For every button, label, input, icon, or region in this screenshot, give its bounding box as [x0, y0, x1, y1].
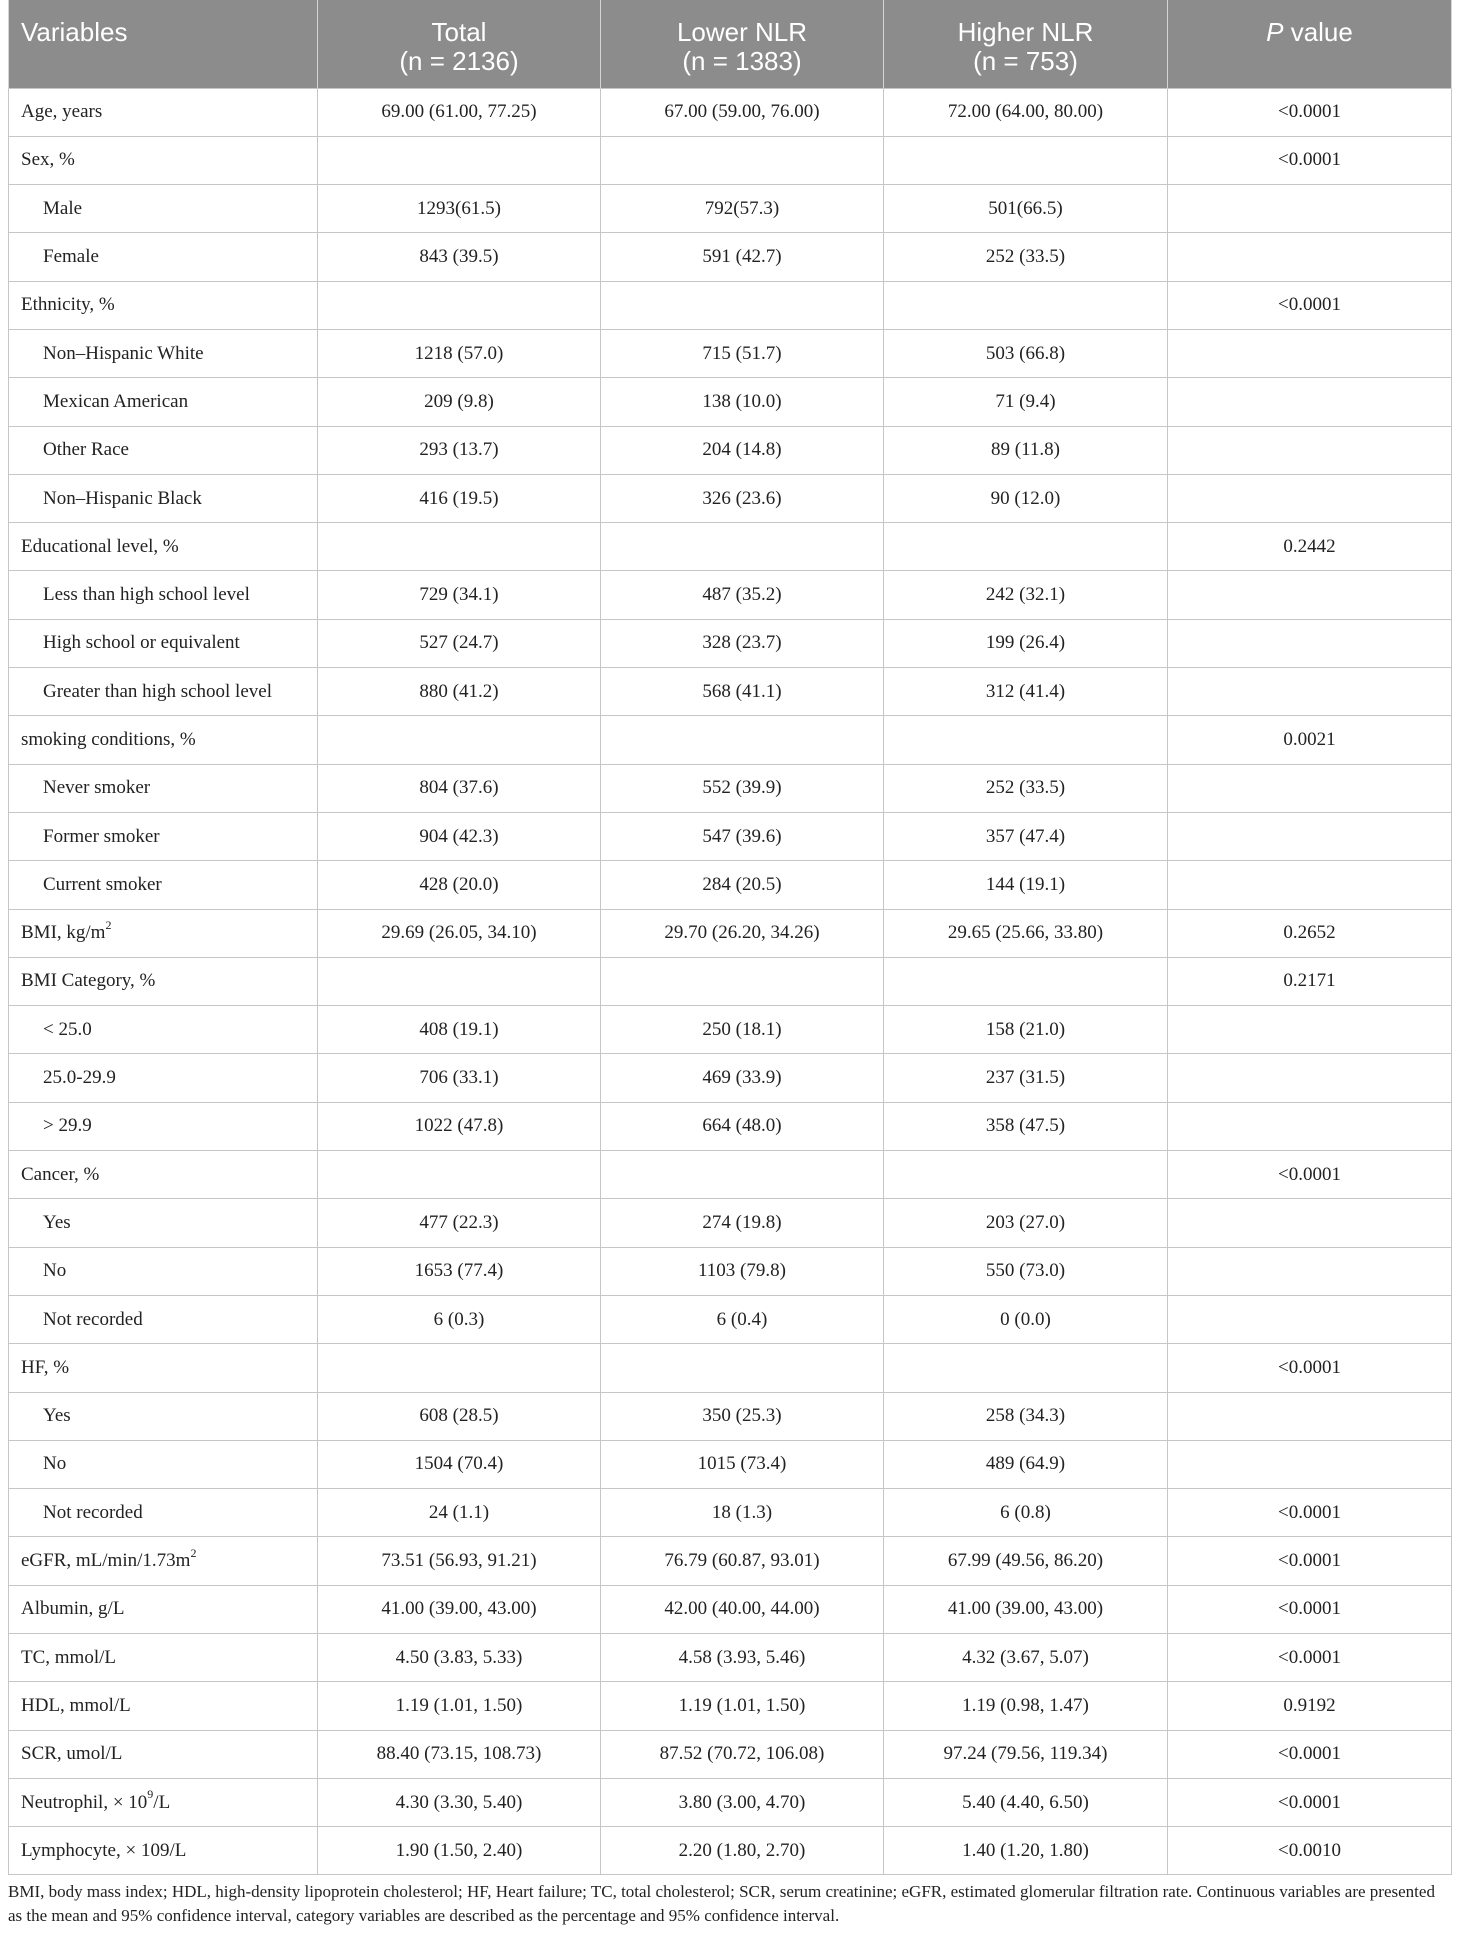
cell-total [318, 523, 601, 571]
cell-total [318, 1344, 601, 1392]
cell-variable [9, 523, 318, 571]
cell-total: 804 (37.6) [318, 764, 601, 812]
table-row [9, 136, 1452, 184]
cell-lower-nlr: 4.58 (3.93, 5.46) [601, 1634, 884, 1682]
cell-higher-nlr [884, 716, 1168, 764]
table-row [9, 1778, 1452, 1826]
cell-total [318, 281, 601, 329]
cell-p-value: <0.0001 [1168, 1585, 1452, 1633]
cell-variable [9, 1827, 318, 1875]
table-row [9, 474, 1452, 522]
cell-p-value: <0.0001 [1168, 88, 1452, 136]
cell-variable [9, 1199, 318, 1247]
cell-total: 293 (13.7) [318, 426, 601, 474]
variable-label: SCR, umol/L [21, 1743, 123, 1765]
table-row [9, 957, 1452, 1005]
cell-variable [9, 957, 318, 1005]
variable-label: Other Race [43, 439, 129, 461]
cell-higher-nlr: 67.99 (49.56, 86.20) [884, 1537, 1168, 1585]
table-row [9, 1827, 1452, 1875]
cell-p-value [1168, 233, 1452, 281]
table-row [9, 1295, 1452, 1343]
cell-variable [9, 619, 318, 667]
cell-lower-nlr: 664 (48.0) [601, 1102, 884, 1150]
cell-total: 4.50 (3.83, 5.33) [318, 1634, 601, 1682]
cell-p-value: 0.9192 [1168, 1682, 1452, 1730]
variable-suffix: /L [153, 1791, 171, 1813]
cell-higher-nlr: 5.40 (4.40, 6.50) [884, 1778, 1168, 1826]
variable-label: Age, years [21, 101, 103, 123]
cell-variable [9, 668, 318, 716]
cell-variable [9, 812, 318, 860]
cell-lower-nlr: 3.80 (3.00, 4.70) [601, 1778, 884, 1826]
cell-variable [9, 474, 318, 522]
variable-label: HDL, mmol/L [21, 1694, 131, 1716]
cell-total: 1504 (70.4) [318, 1440, 601, 1488]
header-total [318, 0, 601, 88]
cell-higher-nlr: 550 (73.0) [884, 1247, 1168, 1295]
variable-label: Albumin, g/L [21, 1598, 125, 1620]
cell-lower-nlr: 1103 (79.8) [601, 1247, 884, 1295]
variable-label: Educational level, % [21, 535, 179, 557]
cell-total: 843 (39.5) [318, 233, 601, 281]
cell-higher-nlr: 144 (19.1) [884, 861, 1168, 909]
cell-variable [9, 1344, 318, 1392]
cell-higher-nlr: 252 (33.5) [884, 764, 1168, 812]
variable-label: Ethnicity, % [21, 294, 115, 316]
variable-label: Male [43, 197, 83, 219]
cell-total [318, 136, 601, 184]
cell-variable [9, 861, 318, 909]
cell-lower-nlr: 328 (23.7) [601, 619, 884, 667]
cell-lower-nlr: 1.19 (1.01, 1.50) [601, 1682, 884, 1730]
variable-label: Yes [43, 1211, 71, 1233]
cell-lower-nlr: 326 (23.6) [601, 474, 884, 522]
variable-label: Non–Hispanic Black [43, 487, 202, 509]
variable-label: Lymphocyte, × 109/L [21, 1839, 187, 1861]
cell-higher-nlr: 489 (64.9) [884, 1440, 1168, 1488]
cell-lower-nlr: 29.70 (26.20, 34.26) [601, 909, 884, 957]
cell-total: 1218 (57.0) [318, 329, 601, 377]
table-row [9, 1054, 1452, 1102]
table-row [9, 185, 1452, 233]
cell-lower-nlr: 138 (10.0) [601, 378, 884, 426]
cell-higher-nlr: 90 (12.0) [884, 474, 1168, 522]
header-lower-label: Lower NLR [676, 17, 808, 47]
variable-label: Neutrophil, × 10 [21, 1791, 148, 1813]
cell-p-value: <0.0001 [1168, 136, 1452, 184]
cell-variable [9, 281, 318, 329]
cell-total: 69.00 (61.00, 77.25) [318, 88, 601, 136]
cell-p-value [1168, 1440, 1452, 1488]
cell-p-value: <0.0010 [1168, 1827, 1452, 1875]
table-row [9, 1199, 1452, 1247]
table-row [9, 523, 1452, 571]
variable-superscript: 9 [147, 1787, 154, 1802]
cell-p-value: 0.2652 [1168, 909, 1452, 957]
cell-higher-nlr: 237 (31.5) [884, 1054, 1168, 1102]
cell-lower-nlr: 6 (0.4) [601, 1295, 884, 1343]
variable-label: Female [43, 246, 99, 268]
cell-lower-nlr [601, 136, 884, 184]
variable-label: 25.0-29.9 [43, 1067, 116, 1089]
variable-label: Greater than high school level [43, 680, 272, 702]
table-row [9, 1440, 1452, 1488]
variable-label: Not recorded [43, 1501, 143, 1523]
cell-higher-nlr [884, 523, 1168, 571]
cell-p-value [1168, 185, 1452, 233]
cell-total: 1022 (47.8) [318, 1102, 601, 1150]
variable-label: smoking conditions, % [21, 729, 196, 750]
variable-label: No [43, 1260, 67, 1282]
variable-label: Never smoker [43, 777, 151, 799]
cell-variable [9, 1682, 318, 1730]
variable-label: Yes [43, 1405, 71, 1427]
cell-higher-nlr: 358 (47.5) [884, 1102, 1168, 1150]
cell-p-value [1168, 378, 1452, 426]
cell-higher-nlr [884, 1344, 1168, 1392]
cell-variable [9, 88, 318, 136]
cell-higher-nlr: 503 (66.8) [884, 329, 1168, 377]
cell-p-value: 0.0021 [1168, 716, 1452, 764]
table-row [9, 88, 1452, 136]
cell-higher-nlr: 242 (32.1) [884, 571, 1168, 619]
cell-higher-nlr: 203 (27.0) [884, 1199, 1168, 1247]
cell-lower-nlr: 1015 (73.4) [601, 1440, 884, 1488]
cell-total: 4.30 (3.30, 5.40) [318, 1778, 601, 1826]
cell-total: 527 (24.7) [318, 619, 601, 667]
cell-lower-nlr: 76.79 (60.87, 93.01) [601, 1537, 884, 1585]
cell-total: 608 (28.5) [318, 1392, 601, 1440]
table-row [9, 281, 1452, 329]
table-row [9, 716, 1452, 764]
cell-variable [9, 329, 318, 377]
table-row [9, 426, 1452, 474]
cell-lower-nlr: 87.52 (70.72, 106.08) [601, 1730, 884, 1778]
cell-lower-nlr: 547 (39.6) [601, 812, 884, 860]
variable-superscript: 2 [190, 1545, 197, 1560]
cell-p-value [1168, 426, 1452, 474]
cell-p-value [1168, 812, 1452, 860]
cell-higher-nlr: 312 (41.4) [884, 668, 1168, 716]
cell-higher-nlr [884, 957, 1168, 1005]
cell-p-value [1168, 668, 1452, 716]
cell-lower-nlr: 715 (51.7) [601, 329, 884, 377]
cell-higher-nlr: 6 (0.8) [884, 1489, 1168, 1537]
cell-variable [9, 1730, 318, 1778]
table-row [9, 1634, 1452, 1682]
cell-p-value: 0.2171 [1168, 957, 1452, 1005]
cell-variable [9, 1247, 318, 1295]
cell-p-value [1168, 1247, 1452, 1295]
cell-variable [9, 909, 318, 957]
cell-total: 904 (42.3) [318, 812, 601, 860]
cell-higher-nlr [884, 281, 1168, 329]
cell-variable [9, 1585, 318, 1633]
cell-total: 477 (22.3) [318, 1199, 601, 1247]
cell-higher-nlr: 89 (11.8) [884, 426, 1168, 474]
cell-variable [9, 426, 318, 474]
table-row [9, 1392, 1452, 1440]
cell-lower-nlr: 284 (20.5) [601, 861, 884, 909]
table-row [9, 1537, 1452, 1585]
cell-variable [9, 1392, 318, 1440]
variable-label: Mexican American [43, 390, 189, 412]
cell-total: 6 (0.3) [318, 1295, 601, 1343]
cell-p-value [1168, 1102, 1452, 1150]
cell-higher-nlr: 4.32 (3.67, 5.07) [884, 1634, 1168, 1682]
cell-p-value: <0.0001 [1168, 281, 1452, 329]
header-total-n: (n = 2136) [399, 46, 519, 76]
cell-p-value: <0.0001 [1168, 1634, 1452, 1682]
variable-label: No [43, 1453, 67, 1475]
variable-label: Non–Hispanic White [43, 342, 204, 364]
cell-p-value: <0.0001 [1168, 1151, 1452, 1199]
cell-total: 1653 (77.4) [318, 1247, 601, 1295]
header-p-rest: value [1283, 17, 1353, 47]
cell-lower-nlr: 274 (19.8) [601, 1199, 884, 1247]
table-row [9, 378, 1452, 426]
variable-label: BMI, kg/m [21, 922, 106, 944]
cell-p-value [1168, 861, 1452, 909]
cell-total: 880 (41.2) [318, 668, 601, 716]
variable-label: HF, % [21, 1356, 70, 1378]
cell-total: 1.19 (1.01, 1.50) [318, 1682, 601, 1730]
cell-p-value [1168, 1199, 1452, 1247]
variable-superscript: 2 [105, 917, 112, 932]
variable-label: Less than high school level [43, 584, 250, 606]
cell-variable [9, 764, 318, 812]
cell-total: 706 (33.1) [318, 1054, 601, 1102]
cell-higher-nlr: 1.19 (0.98, 1.47) [884, 1682, 1168, 1730]
variable-label: TC, mmol/L [21, 1646, 116, 1668]
cell-lower-nlr: 67.00 (59.00, 76.00) [601, 88, 884, 136]
cell-p-value: <0.0001 [1168, 1344, 1452, 1392]
cell-higher-nlr: 357 (47.4) [884, 812, 1168, 860]
cell-lower-nlr: 204 (14.8) [601, 426, 884, 474]
cell-total [318, 957, 601, 1005]
cell-lower-nlr: 469 (33.9) [601, 1054, 884, 1102]
cell-lower-nlr: 552 (39.9) [601, 764, 884, 812]
cell-lower-nlr: 2.20 (1.80, 2.70) [601, 1827, 884, 1875]
cell-variable [9, 716, 318, 764]
cell-higher-nlr: 252 (33.5) [884, 233, 1168, 281]
cell-total: 29.69 (26.05, 34.10) [318, 909, 601, 957]
cell-lower-nlr: 568 (41.1) [601, 668, 884, 716]
cell-lower-nlr: 250 (18.1) [601, 1006, 884, 1054]
table-row [9, 764, 1452, 812]
cell-total: 428 (20.0) [318, 861, 601, 909]
cell-variable [9, 1489, 318, 1537]
table-row [9, 1247, 1452, 1295]
cell-lower-nlr [601, 957, 884, 1005]
cell-variable [9, 1151, 318, 1199]
table-row [9, 812, 1452, 860]
table-row [9, 1730, 1452, 1778]
table-row [9, 668, 1452, 716]
variable-label: eGFR, mL/min/1.73m [21, 1550, 191, 1572]
header-variables [9, 0, 318, 88]
cell-p-value: <0.0001 [1168, 1537, 1452, 1585]
table-row [9, 1151, 1452, 1199]
header-p-italic: P [1266, 17, 1284, 47]
variable-label: Cancer, % [21, 1163, 100, 1185]
cell-lower-nlr [601, 1344, 884, 1392]
cell-variable [9, 378, 318, 426]
variable-label: Former smoker [43, 825, 160, 847]
cell-total: 73.51 (56.93, 91.21) [318, 1537, 601, 1585]
variable-label: Current smoker [43, 873, 162, 895]
cell-p-value: 0.2442 [1168, 523, 1452, 571]
cell-higher-nlr: 1.40 (1.20, 1.80) [884, 1827, 1168, 1875]
cell-variable [9, 1440, 318, 1488]
cell-p-value: <0.0001 [1168, 1778, 1452, 1826]
cell-lower-nlr [601, 281, 884, 329]
cell-total: 24 (1.1) [318, 1489, 601, 1537]
table-row [9, 571, 1452, 619]
cell-p-value [1168, 571, 1452, 619]
cell-p-value [1168, 764, 1452, 812]
cell-higher-nlr: 97.24 (79.56, 119.34) [884, 1730, 1168, 1778]
cell-higher-nlr: 158 (21.0) [884, 1006, 1168, 1054]
header-higher-label: Higher NLR [957, 17, 1094, 47]
cell-lower-nlr [601, 716, 884, 764]
variable-label: Not recorded [43, 1308, 143, 1330]
cell-p-value: <0.0001 [1168, 1730, 1452, 1778]
table-footnote: BMI, body mass index; HDL, high-density lipoprotein cholesterol; HF, Heart failure; TC, total cholesterol; SCR, serum creatinine; eGFR, estimated glomerular filtration rate. Continuous variables are presented as the mean and 95% confidence interval, category variables are described as the percentage and 95% confidence interval. [8, 1882, 1435, 1926]
cell-higher-nlr [884, 136, 1168, 184]
variable-label: BMI Category, % [21, 970, 156, 992]
table-row [9, 1489, 1452, 1537]
cell-total: 41.00 (39.00, 43.00) [318, 1585, 601, 1633]
table-row [9, 619, 1452, 667]
cell-p-value [1168, 329, 1452, 377]
table-row [9, 1682, 1452, 1730]
cell-total [318, 716, 601, 764]
cell-variable [9, 1537, 318, 1585]
cell-higher-nlr: 258 (34.3) [884, 1392, 1168, 1440]
table-row [9, 1344, 1452, 1392]
header-row [9, 0, 1452, 88]
cell-lower-nlr [601, 1151, 884, 1199]
cell-lower-nlr: 350 (25.3) [601, 1392, 884, 1440]
baseline-characteristics-table [8, 0, 1452, 1875]
cell-total [318, 1151, 601, 1199]
cell-variable [9, 1634, 318, 1682]
cell-lower-nlr [601, 523, 884, 571]
cell-variable [9, 1006, 318, 1054]
table-header [9, 0, 1452, 88]
variable-label: > 29.9 [43, 1115, 92, 1137]
cell-variable [9, 185, 318, 233]
cell-p-value [1168, 619, 1452, 667]
cell-lower-nlr: 792(57.3) [601, 185, 884, 233]
header-lower-nlr [601, 0, 884, 88]
header-higher-n: (n = 753) [973, 46, 1078, 76]
variable-label: Sex, % [21, 149, 75, 171]
cell-variable [9, 1102, 318, 1150]
header-variables-label: Variables [21, 17, 128, 47]
cell-variable [9, 571, 318, 619]
cell-lower-nlr: 42.00 (40.00, 44.00) [601, 1585, 884, 1633]
cell-lower-nlr: 18 (1.3) [601, 1489, 884, 1537]
table-row [9, 1585, 1452, 1633]
cell-total: 1293(61.5) [318, 185, 601, 233]
table-row [9, 233, 1452, 281]
cell-higher-nlr: 501(66.5) [884, 185, 1168, 233]
header-lower-n: (n = 1383) [682, 46, 802, 76]
header-p-value [1168, 0, 1452, 88]
cell-higher-nlr: 41.00 (39.00, 43.00) [884, 1585, 1168, 1633]
cell-p-value [1168, 1392, 1452, 1440]
cell-higher-nlr [884, 1151, 1168, 1199]
table-row [9, 1102, 1452, 1150]
cell-variable [9, 1054, 318, 1102]
header-higher-nlr [884, 0, 1168, 88]
cell-total: 88.40 (73.15, 108.73) [318, 1730, 601, 1778]
cell-p-value [1168, 1295, 1452, 1343]
variable-label: High school or equivalent [43, 632, 240, 654]
cell-higher-nlr: 0 (0.0) [884, 1295, 1168, 1343]
cell-p-value: <0.0001 [1168, 1489, 1452, 1537]
cell-lower-nlr: 487 (35.2) [601, 571, 884, 619]
cell-p-value [1168, 1054, 1452, 1102]
cell-higher-nlr: 71 (9.4) [884, 378, 1168, 426]
cell-p-value [1168, 1006, 1452, 1054]
cell-p-value [1168, 474, 1452, 522]
cell-total: 416 (19.5) [318, 474, 601, 522]
table-row [9, 861, 1452, 909]
cell-total: 408 (19.1) [318, 1006, 601, 1054]
cell-lower-nlr: 591 (42.7) [601, 233, 884, 281]
cell-variable [9, 1778, 318, 1826]
cell-variable [9, 1295, 318, 1343]
cell-higher-nlr: 29.65 (25.66, 33.80) [884, 909, 1168, 957]
table-container [8, 0, 1451, 1928]
cell-total: 1.90 (1.50, 2.40) [318, 1827, 601, 1875]
table-row [9, 1006, 1452, 1054]
cell-variable [9, 233, 318, 281]
cell-higher-nlr: 199 (26.4) [884, 619, 1168, 667]
table-row [9, 909, 1452, 957]
cell-total: 209 (9.8) [318, 378, 601, 426]
variable-label: < 25.0 [43, 1018, 92, 1040]
cell-variable [9, 136, 318, 184]
table-body [9, 88, 1452, 1875]
cell-total: 729 (34.1) [318, 571, 601, 619]
table-row [9, 329, 1452, 377]
cell-higher-nlr: 72.00 (64.00, 80.00) [884, 88, 1168, 136]
header-total-label: Total [431, 17, 487, 47]
